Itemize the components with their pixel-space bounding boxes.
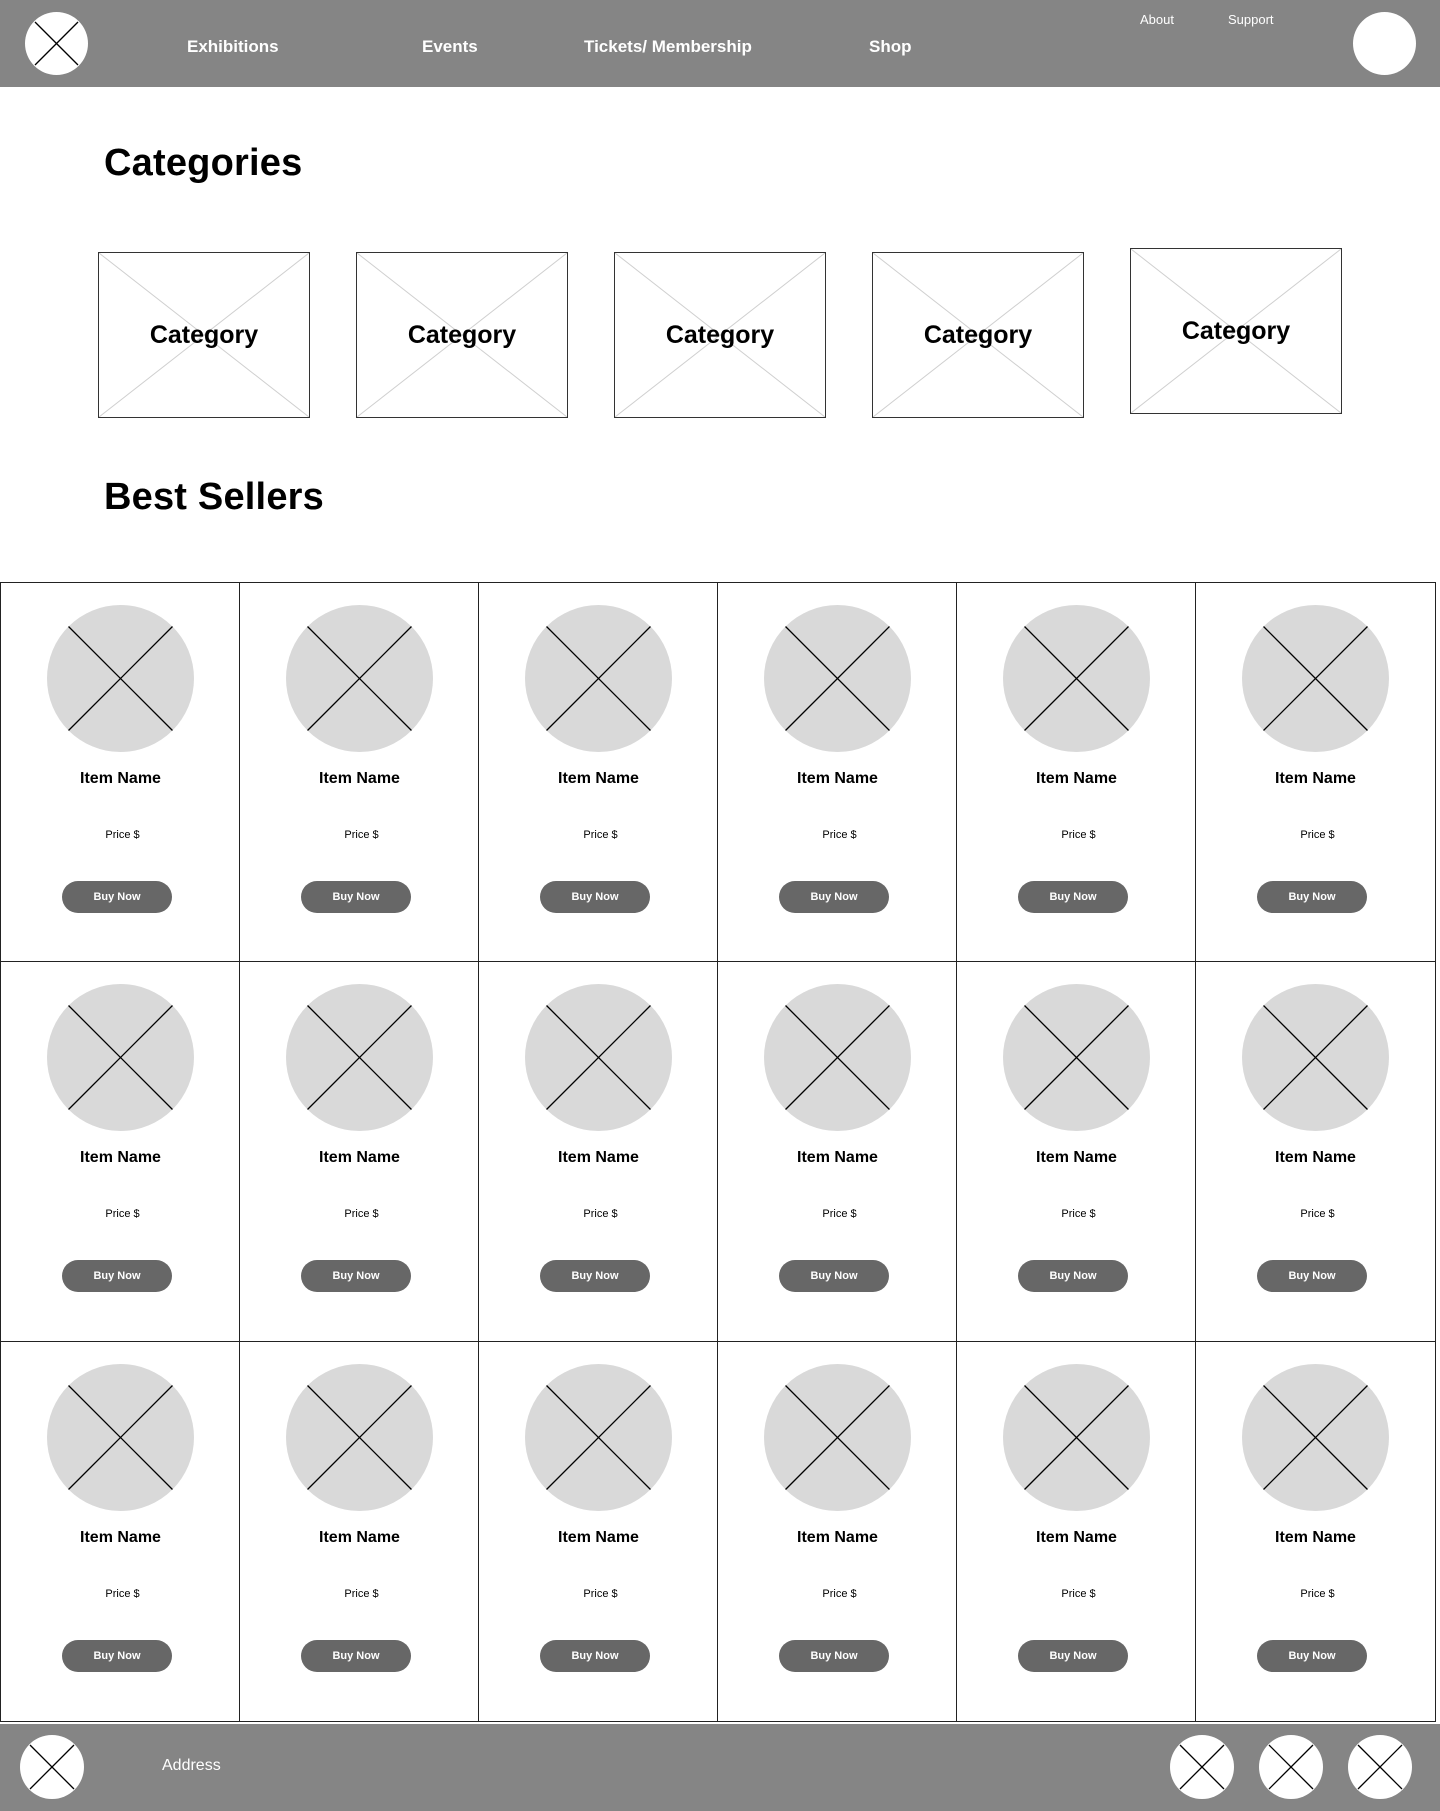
- product-card: [718, 962, 957, 1341]
- logo-placeholder-icon[interactable]: [25, 12, 88, 75]
- product-image-placeholder-icon[interactable]: [764, 1364, 911, 1511]
- item-name: Item Name: [1275, 1528, 1356, 1546]
- product-image-placeholder-icon[interactable]: [1242, 984, 1389, 1131]
- category-label: Category: [665, 320, 775, 349]
- product-image-placeholder-icon[interactable]: [47, 1364, 194, 1511]
- social-placeholder-icon[interactable]: [1348, 1735, 1412, 1799]
- category-label: Category: [149, 320, 259, 349]
- category-card[interactable]: [872, 252, 1084, 418]
- item-price: Price $: [583, 1208, 618, 1221]
- nav-support[interactable]: Support: [1228, 12, 1274, 27]
- nav-tickets-membership[interactable]: Tickets/ Membership: [584, 37, 752, 56]
- product-card: [718, 583, 957, 962]
- product-image-placeholder-icon[interactable]: [525, 1364, 672, 1511]
- product-image-placeholder-icon[interactable]: [764, 605, 911, 752]
- item-name: Item Name: [1036, 1149, 1117, 1167]
- buy-now-button[interactable]: Buy Now: [1018, 1260, 1128, 1292]
- item-price: Price $: [105, 1208, 140, 1221]
- item-name: Item Name: [80, 1528, 161, 1546]
- nav-about[interactable]: About: [1140, 12, 1174, 27]
- product-card: [957, 1342, 1196, 1721]
- category-label: Category: [407, 320, 517, 349]
- category-label: Category: [1181, 316, 1291, 345]
- buy-now-button[interactable]: Buy Now: [540, 1640, 650, 1672]
- item-name: Item Name: [1275, 770, 1356, 787]
- product-image-placeholder-icon[interactable]: [525, 984, 672, 1131]
- item-price: Price $: [583, 829, 618, 841]
- product-card: [1196, 583, 1435, 962]
- item-name: Item Name: [558, 770, 639, 787]
- category-card[interactable]: [356, 252, 568, 418]
- item-name: Item Name: [1036, 1528, 1117, 1546]
- item-name: Item Name: [797, 1528, 878, 1546]
- product-image-placeholder-icon[interactable]: [1003, 984, 1150, 1131]
- item-price: Price $: [1061, 1587, 1096, 1600]
- item-name: Item Name: [80, 1149, 161, 1167]
- item-name: Item Name: [1275, 1149, 1356, 1167]
- item-name: Item Name: [1036, 770, 1117, 787]
- product-card: [240, 1342, 479, 1721]
- item-price: Price $: [105, 829, 140, 841]
- categories-title: Categories: [104, 142, 303, 184]
- buy-now-button[interactable]: Buy Now: [301, 881, 411, 913]
- item-price: Price $: [822, 1587, 857, 1600]
- item-name: Item Name: [80, 770, 161, 787]
- avatar[interactable]: [1353, 12, 1416, 75]
- buy-now-button[interactable]: Buy Now: [540, 881, 650, 913]
- item-price: Price $: [105, 1587, 140, 1600]
- item-name: Item Name: [319, 770, 400, 787]
- social-placeholder-icon[interactable]: [1170, 1735, 1234, 1799]
- item-name: Item Name: [319, 1149, 400, 1167]
- product-card: [479, 1342, 718, 1721]
- item-price: Price $: [1061, 829, 1096, 841]
- item-price: Price $: [822, 829, 857, 841]
- buy-now-button[interactable]: Buy Now: [301, 1640, 411, 1672]
- product-image-placeholder-icon[interactable]: [286, 605, 433, 752]
- best-sellers-title: Best Sellers: [104, 476, 324, 518]
- category-card[interactable]: [98, 252, 310, 418]
- buy-now-button[interactable]: Buy Now: [1257, 1640, 1367, 1672]
- footer-address: Address: [162, 1757, 221, 1774]
- product-card: [1196, 962, 1435, 1341]
- product-image-placeholder-icon[interactable]: [1003, 605, 1150, 752]
- product-card: [1, 1342, 240, 1721]
- item-name: Item Name: [797, 1149, 878, 1167]
- buy-now-button[interactable]: Buy Now: [779, 881, 889, 913]
- buy-now-button[interactable]: Buy Now: [779, 1260, 889, 1292]
- buy-now-button[interactable]: Buy Now: [1257, 1260, 1367, 1292]
- product-card: [240, 583, 479, 962]
- product-card: [479, 583, 718, 962]
- buy-now-button[interactable]: Buy Now: [1018, 881, 1128, 913]
- buy-now-button[interactable]: Buy Now: [62, 1260, 172, 1292]
- site-footer: [0, 1724, 1440, 1811]
- product-card: [1, 962, 240, 1341]
- footer-logo-placeholder-icon[interactable]: [20, 1735, 84, 1799]
- buy-now-button[interactable]: Buy Now: [779, 1640, 889, 1672]
- product-image-placeholder-icon[interactable]: [1242, 1364, 1389, 1511]
- item-price: Price $: [344, 1587, 379, 1600]
- product-image-placeholder-icon[interactable]: [47, 605, 194, 752]
- buy-now-button[interactable]: Buy Now: [1018, 1640, 1128, 1672]
- site-header: [0, 0, 1440, 87]
- product-card: [479, 962, 718, 1341]
- item-price: Price $: [822, 1208, 857, 1221]
- category-card[interactable]: [614, 252, 826, 418]
- buy-now-button[interactable]: Buy Now: [62, 1640, 172, 1672]
- product-image-placeholder-icon[interactable]: [286, 984, 433, 1131]
- item-price: Price $: [1300, 1208, 1335, 1221]
- social-placeholder-icon[interactable]: [1259, 1735, 1323, 1799]
- nav-events[interactable]: Events: [422, 37, 478, 56]
- product-card: [718, 1342, 957, 1721]
- item-name: Item Name: [319, 1528, 400, 1546]
- buy-now-button[interactable]: Buy Now: [540, 1260, 650, 1292]
- product-image-placeholder-icon[interactable]: [525, 605, 672, 752]
- product-image-placeholder-icon[interactable]: [286, 1364, 433, 1511]
- product-card: [1, 583, 240, 962]
- nav-shop[interactable]: Shop: [869, 37, 912, 56]
- buy-now-button[interactable]: Buy Now: [301, 1260, 411, 1292]
- buy-now-button[interactable]: Buy Now: [62, 881, 172, 913]
- product-card: [957, 583, 1196, 962]
- product-card: [240, 962, 479, 1341]
- category-card[interactable]: [1130, 248, 1342, 414]
- item-name: Item Name: [797, 770, 878, 787]
- item-price: Price $: [1300, 1587, 1335, 1600]
- item-price: Price $: [583, 1587, 618, 1600]
- category-label: Category: [923, 320, 1033, 349]
- product-grid: [0, 582, 1436, 1722]
- item-name: Item Name: [558, 1528, 639, 1546]
- product-image-placeholder-icon[interactable]: [1242, 605, 1389, 752]
- item-price: Price $: [1061, 1208, 1096, 1221]
- product-card: [957, 962, 1196, 1341]
- product-image-placeholder-icon[interactable]: [1003, 1364, 1150, 1511]
- product-card: [1196, 1342, 1435, 1721]
- nav-exhibitions[interactable]: Exhibitions: [187, 37, 279, 56]
- item-price: Price $: [1300, 829, 1335, 841]
- item-name: Item Name: [558, 1149, 639, 1167]
- product-image-placeholder-icon[interactable]: [47, 984, 194, 1131]
- product-image-placeholder-icon[interactable]: [764, 984, 911, 1131]
- item-price: Price $: [344, 829, 379, 841]
- buy-now-button[interactable]: Buy Now: [1257, 881, 1367, 913]
- item-price: Price $: [344, 1208, 379, 1221]
